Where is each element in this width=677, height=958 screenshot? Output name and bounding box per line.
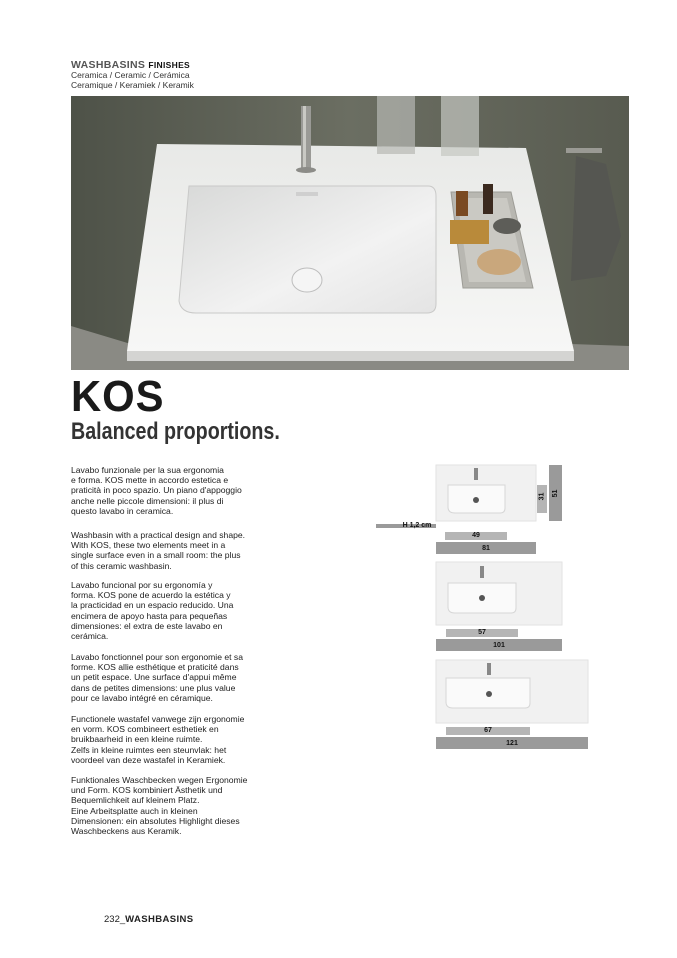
- product-tagline: Balanced proportions.: [71, 418, 280, 445]
- header-section: FINISHES: [148, 60, 191, 70]
- page-footer: [104, 914, 194, 925]
- header-finish-line-1: Ceramica / Ceramic / Cerámica: [71, 70, 190, 80]
- description-de-text: Funktionales Waschbecken wegen Ergonomie und Form. KOS kombiniert Ästhetik und Bequemlichkeit auf kleinem Platz. Eine Arbeitsplatte auch in kleinen Dimensionen: ein absolutes Highlight dieses Waschbeckens aus Keramik.: [71, 775, 248, 837]
- product-name: KOS: [71, 372, 165, 421]
- description-nl-text: Functionele wastafel vanwege zijn ergonomie en vorm. KOS combineert esthetiek en bruikbaarheid in een kleine ruimte. Zelfs in kleine ruimtes een steunvlak: het voordeel van deze wastafel in Keramiek.: [71, 714, 245, 765]
- page-number: 232_: [104, 914, 126, 925]
- dim-81-label: 81: [482, 545, 490, 552]
- dim-121-label: 121: [506, 740, 518, 747]
- header-finish-line-2: Ceramique / Keramiek / Keramik: [71, 80, 194, 90]
- description-it-text: Lavabo funzionale per la sua ergonomia e forma. KOS mette in accordo estetica e praticità in poco spazio. Un piano d'appoggio anche nelle piccole dimensioni: il plus di questo lavabo in ceramica.: [71, 465, 242, 516]
- description-fr-text: Lavabo fonctionnel pour son ergonomie et sa forme. KOS allie esthétique et praticité dans un petit espace. Une surface d'appui même dans de petites dimensions: une plus value pour ce lavabo intégré en céramique.: [71, 652, 243, 703]
- diagram-81: [436, 465, 536, 521]
- description-en-text: Washbasin with a practical design and shape. With KOS, these two elements meet in a single surface even in a small room: the plus of this ceramic washbasin.: [71, 530, 246, 571]
- header-category: WASHBASINS: [71, 59, 146, 71]
- thickness-label: H 1,2 cm: [402, 522, 432, 529]
- depth-basin-label: 31: [538, 492, 546, 501]
- description-es-text: Lavabo funcional por su ergonomía y forma. KOS pone de acuerdo la estética y la practicidad en un espacio reducido. Una encimera de apoyo hasta para pequeñas dimensiones: el extra de este lavabo en cerámica.: [71, 580, 234, 642]
- depth-total-label: 51: [552, 489, 559, 498]
- footer-section: WASHBASINS: [125, 914, 194, 925]
- dim-101-label: 101: [493, 642, 505, 649]
- dim-57-label: 57: [478, 629, 486, 636]
- dim-49-label: 49: [472, 532, 480, 539]
- diagram-121: [436, 660, 588, 723]
- dim-67-label: 67: [484, 727, 492, 734]
- diagram-101: [436, 562, 562, 625]
